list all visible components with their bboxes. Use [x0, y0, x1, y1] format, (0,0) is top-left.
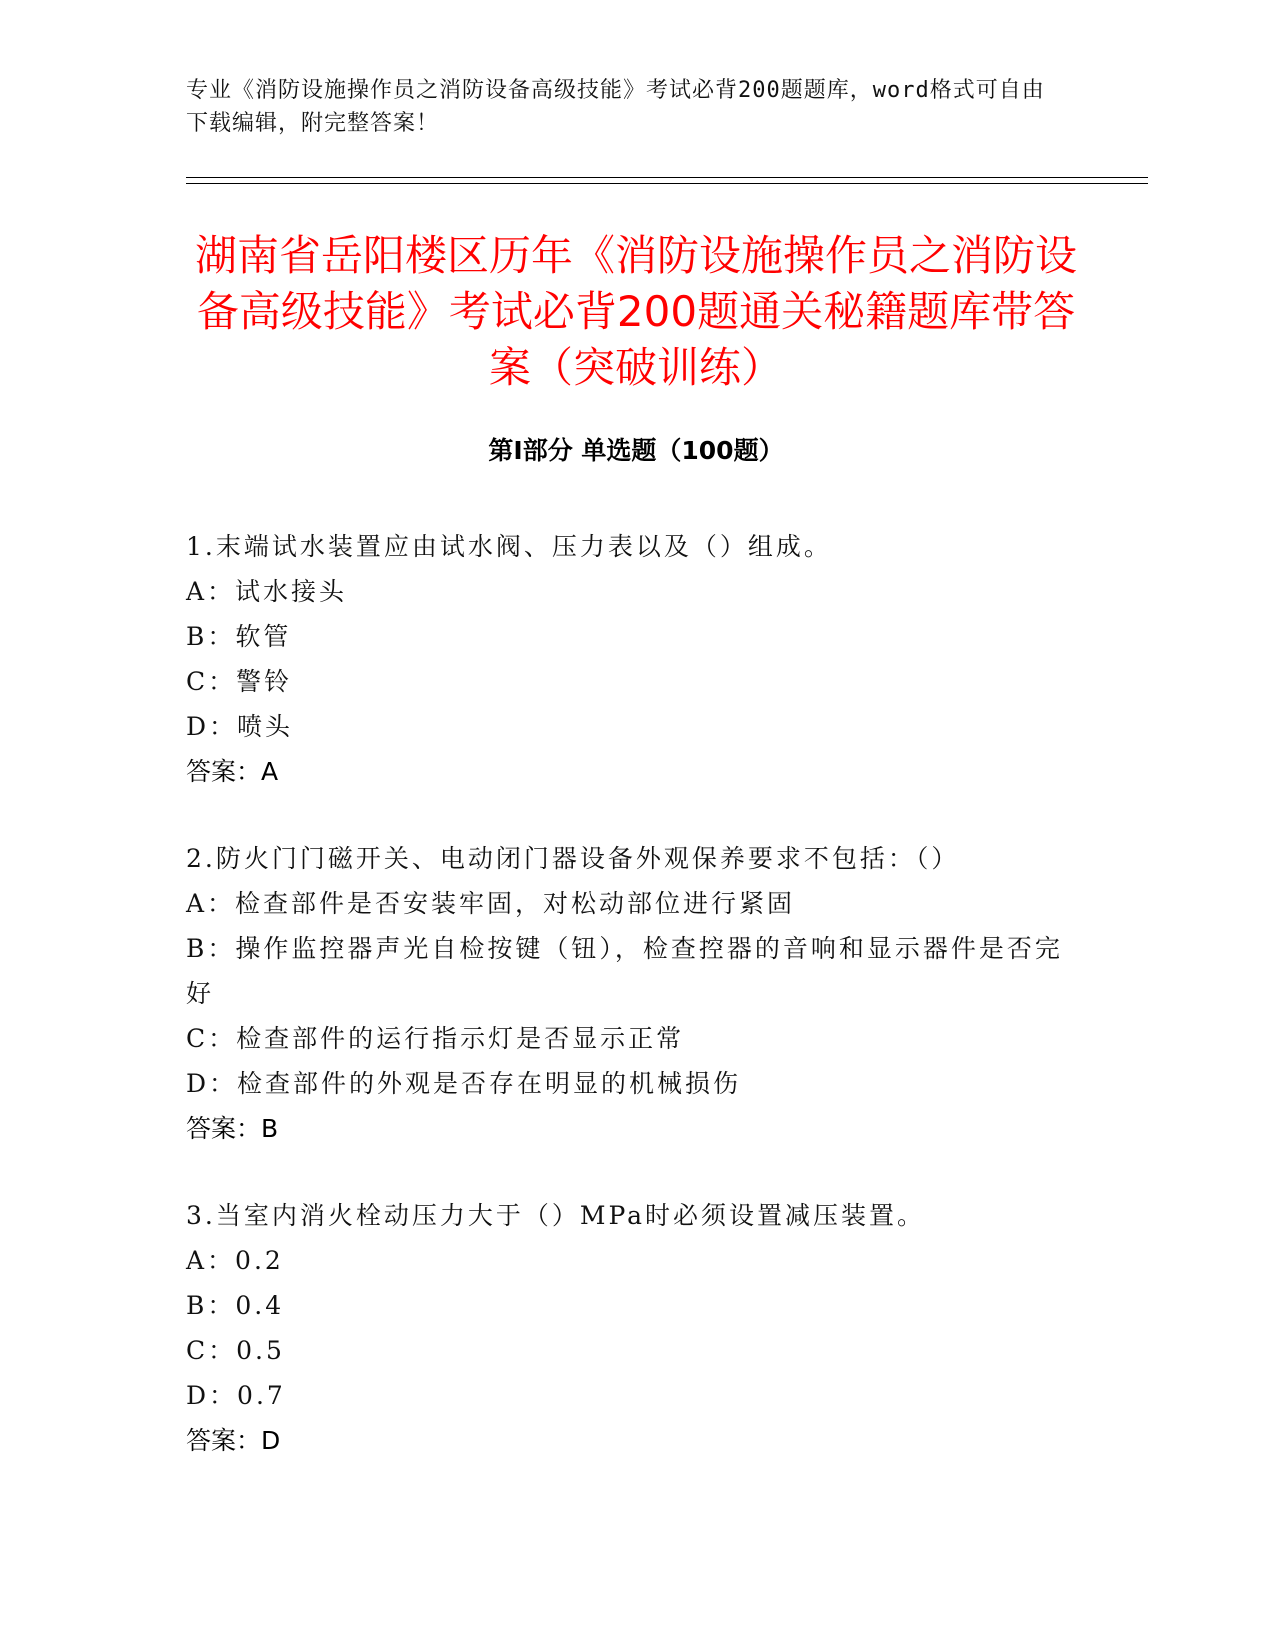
header-note: 专业《消防设施操作员之消防设备高级技能》考试必背200题题库，word格式可自由下载编辑，附完整答案！ [186, 78, 1045, 136]
option-a: A：检查部件是否安装牢固，对松动部位进行紧固 [186, 889, 796, 918]
question-3 [186, 1193, 1066, 1463]
option-c: C：警铃 [186, 667, 293, 696]
question-2 [186, 836, 1066, 1151]
option-c: C：检查部件的运行指示灯是否显示正常 [186, 1024, 685, 1053]
option-b: B：0.4 [186, 1291, 285, 1320]
document-title: 湖南省岳阳楼区历年《消防设施操作员之消防设备高级技能》考试必背200题通关秘籍题库带答案（突破训练） [194, 231, 1077, 392]
question-list [186, 524, 1066, 1505]
header-divider-bottom [186, 183, 1148, 184]
option-c: C：0.5 [186, 1336, 285, 1365]
option-d: D：喷头 [186, 712, 294, 741]
question-stem: 1.末端试水装置应由试水阀、压力表以及（）组成。 [186, 532, 832, 561]
option-d: D：0.7 [186, 1381, 286, 1410]
question-stem: 2.防火门门磁开关、电动闭门器设备外观保养要求不包括：（） [186, 844, 960, 873]
question-stem: 3.当室内消火栓动压力大于（）MPa时必须设置减压装置。 [186, 1201, 926, 1230]
option-b: B：软管 [186, 622, 292, 651]
answer: 答案：A [186, 757, 279, 786]
option-a: A：0.2 [186, 1246, 284, 1275]
option-d: D：检查部件的外观是否存在明显的机械损伤 [186, 1069, 742, 1098]
section-title: 第Ⅰ部分 单选题（100题） [488, 436, 784, 465]
option-a: A：试水接头 [186, 577, 348, 606]
option-b: B：操作监控器声光自检按键（钮），检查控器的音响和显示器件是否完好 [186, 934, 1063, 1008]
answer: 答案：B [186, 1114, 279, 1143]
header-divider-top [186, 177, 1148, 178]
question-1 [186, 524, 1066, 794]
answer: 答案：D [186, 1426, 281, 1455]
